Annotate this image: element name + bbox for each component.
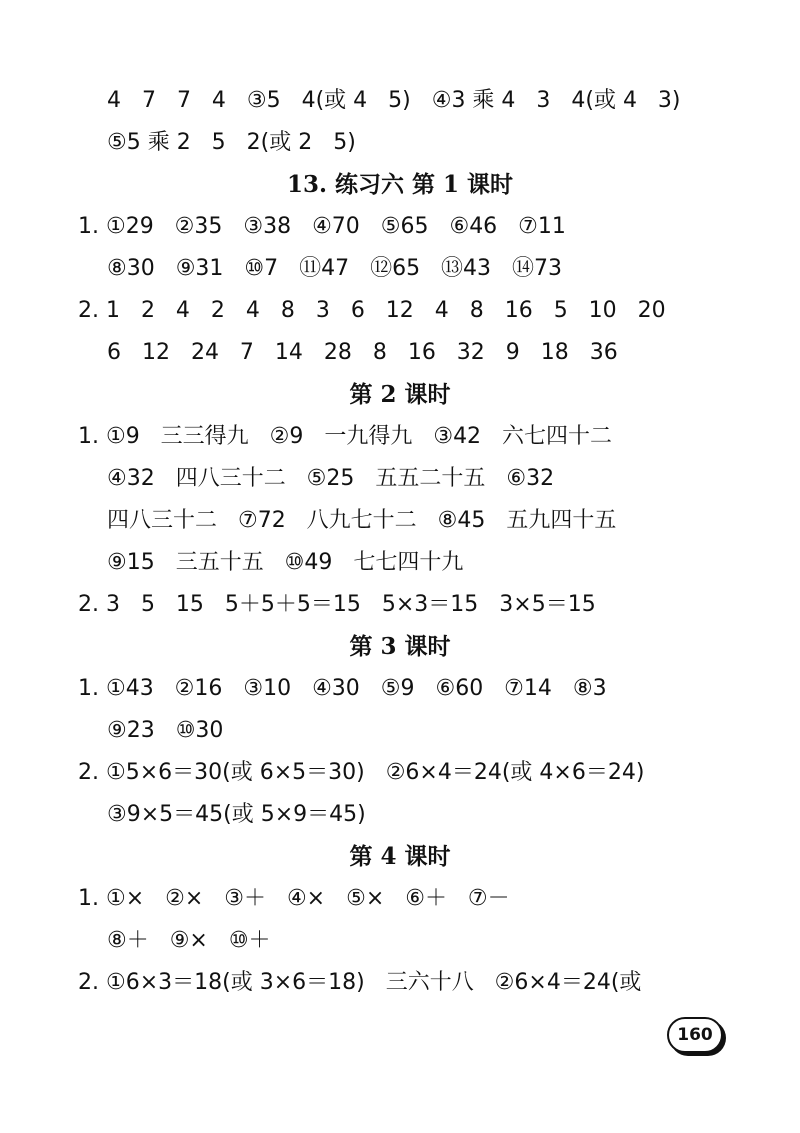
- answer-line: 2. ①5×6＝30(或 6×5＝30) ②6×4＝24(或 4×6＝24): [78, 760, 645, 785]
- section-heading: 第 2 课时: [349, 381, 451, 408]
- section-heading: 第 3 课时: [349, 633, 451, 660]
- answer-line: 4 7 7 4 ③5 4(或 4 5) ④3 乘 4 3 4(或 4 3): [107, 88, 681, 113]
- answer-line: 1. ①9 三三得九 ②9 一九得九 ③42 六七四十二: [78, 424, 613, 449]
- answer-line: 2. ①6×3＝18(或 3×6＝18) 三六十八 ②6×4＝24(或: [78, 970, 642, 995]
- answer-line: 1. ①× ②× ③＋ ④× ⑤× ⑥＋ ⑦－: [78, 886, 510, 911]
- answer-line: 6 12 24 7 14 28 8 16 32 9 18 36: [107, 340, 618, 365]
- answer-line: 2. 1 2 4 2 4 8 3 6 12 4 8 16 5 10 20: [78, 298, 666, 323]
- section-heading: 第 4 课时: [349, 843, 451, 870]
- answer-line: 四八三十二 ⑦72 八九七十二 ⑧45 五九四十五: [107, 508, 617, 533]
- answer-line: ⑧30 ⑨31 ⑩7 ⑪47 ⑫65 ⑬43 ⑭73: [107, 256, 563, 281]
- answer-line: 2. 3 5 15 5＋5＋5＝15 5×3＝15 3×5＝15: [78, 592, 596, 617]
- page-number: 160: [667, 1017, 723, 1053]
- section-heading: 13. 练习六 第 1 课时: [286, 171, 514, 198]
- answer-line: 1. ①29 ②35 ③38 ④70 ⑤65 ⑥46 ⑦11: [78, 214, 566, 239]
- answer-line: ⑧＋ ⑨× ⑩＋: [107, 928, 271, 953]
- answer-line: 1. ①43 ②16 ③10 ④30 ⑤9 ⑥60 ⑦14 ⑧3: [78, 676, 607, 701]
- answer-line: ⑨23 ⑩30: [107, 718, 224, 743]
- answer-line: ③9×5＝45(或 5×9＝45): [107, 802, 366, 827]
- answer-line: ⑨15 三五十五 ⑩49 七七四十九: [107, 550, 464, 575]
- answer-line: ④32 四八三十二 ⑤25 五五二十五 ⑥32: [107, 466, 555, 491]
- answer-line: ⑤5 乘 2 5 2(或 2 5): [107, 130, 356, 155]
